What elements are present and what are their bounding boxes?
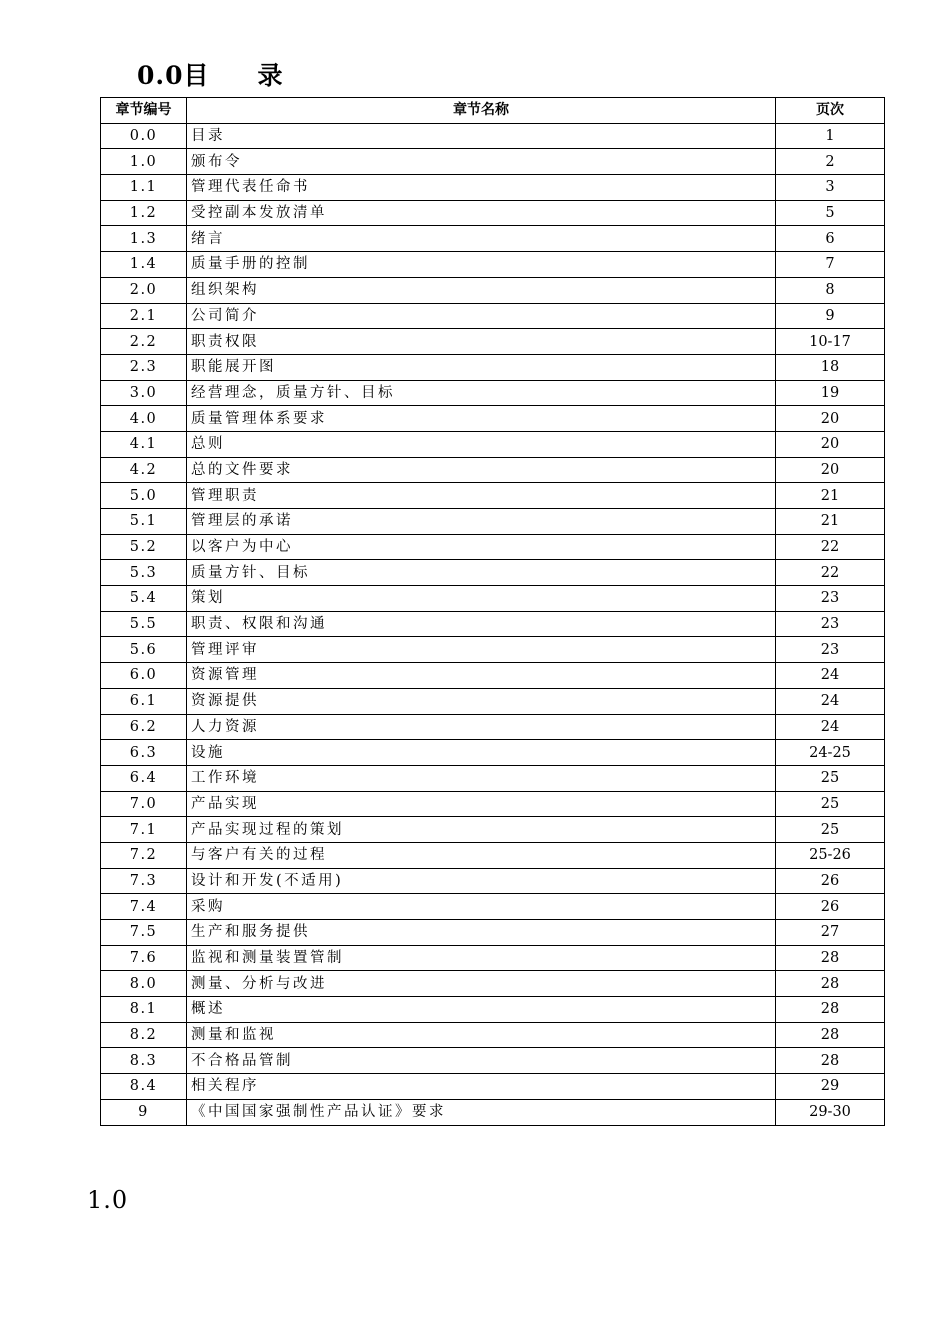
table-row: [101, 971, 885, 997]
toc-table: [100, 97, 885, 1126]
table-row: [101, 380, 885, 406]
table-row: [101, 1022, 885, 1048]
section-heading: 1.0: [87, 1186, 129, 1214]
page-number-cell: 1: [776, 123, 885, 149]
table-row: [101, 714, 885, 740]
chapter-name-cell: 监视和测量装置管制: [187, 945, 776, 971]
header-page: 页次: [776, 98, 885, 124]
chapter-number-cell: 8.3: [101, 1048, 187, 1074]
page-number-cell: 25: [776, 765, 885, 791]
chapter-number-cell: 1.4: [101, 252, 187, 278]
table-row: [101, 611, 885, 637]
page-number-cell: 8: [776, 277, 885, 303]
chapter-number-cell: 5.2: [101, 534, 187, 560]
page-number-cell: 22: [776, 534, 885, 560]
page-number-cell: 7: [776, 252, 885, 278]
chapter-name-cell: 设施: [187, 740, 776, 766]
page-number-cell: 25: [776, 817, 885, 843]
chapter-name-cell: 资源管理: [187, 663, 776, 689]
table-row: [101, 817, 885, 843]
title-number: 0.0: [137, 61, 184, 90]
chapter-number-cell: 2.2: [101, 329, 187, 355]
page-number-cell: 22: [776, 560, 885, 586]
page-number-cell: 28: [776, 1048, 885, 1074]
header-chapter-number: 章节编号: [101, 98, 187, 124]
chapter-number-cell: 6.1: [101, 688, 187, 714]
table-row: [101, 406, 885, 432]
table-row: [101, 791, 885, 817]
chapter-name-cell: 总则: [187, 431, 776, 457]
chapter-number-cell: 1.3: [101, 226, 187, 252]
table-row: [101, 1048, 885, 1074]
page-number-cell: 21: [776, 509, 885, 535]
chapter-number-cell: 7.4: [101, 894, 187, 920]
page-number-cell: 28: [776, 971, 885, 997]
table-row: [101, 226, 885, 252]
chapter-name-cell: 职责、权限和沟通: [187, 611, 776, 637]
table-row: [101, 920, 885, 946]
chapter-number-cell: 1.1: [101, 175, 187, 201]
chapter-number-cell: 4.0: [101, 406, 187, 432]
chapter-number-cell: 7.5: [101, 920, 187, 946]
chapter-name-cell: 质量手册的控制: [187, 252, 776, 278]
chapter-name-cell: 质量方针、目标: [187, 560, 776, 586]
chapter-name-cell: 策划: [187, 586, 776, 612]
page-number-cell: 26: [776, 894, 885, 920]
table-row: [101, 842, 885, 868]
page-number-cell: 26: [776, 868, 885, 894]
chapter-name-cell: 不合格品管制: [187, 1048, 776, 1074]
chapter-name-cell: 管理层的承诺: [187, 509, 776, 535]
table-row: [101, 534, 885, 560]
chapter-name-cell: 总的文件要求: [187, 457, 776, 483]
page-number-cell: 24: [776, 663, 885, 689]
table-row: [101, 740, 885, 766]
chapter-number-cell: 2.3: [101, 354, 187, 380]
chapter-name-cell: 以客户为中心: [187, 534, 776, 560]
header-chapter-name: 章节名称: [187, 98, 776, 124]
table-row: [101, 483, 885, 509]
page-number-cell: 23: [776, 637, 885, 663]
chapter-name-cell: 绪言: [187, 226, 776, 252]
table-row: [101, 509, 885, 535]
chapter-name-cell: 职责权限: [187, 329, 776, 355]
chapter-number-cell: 6.4: [101, 765, 187, 791]
page-number-cell: 28: [776, 945, 885, 971]
chapter-name-cell: 管理代表任命书: [187, 175, 776, 201]
page-number-cell: 21: [776, 483, 885, 509]
page-number-cell: 29-30: [776, 1099, 885, 1125]
chapter-number-cell: 4.2: [101, 457, 187, 483]
page-number-cell: 23: [776, 586, 885, 612]
page-number-cell: 6: [776, 226, 885, 252]
table-row: [101, 997, 885, 1023]
toc-header-row: [101, 98, 885, 124]
table-row: [101, 431, 885, 457]
table-row: [101, 329, 885, 355]
chapter-name-cell: 资源提供: [187, 688, 776, 714]
chapter-number-cell: 9: [101, 1099, 187, 1125]
table-row: [101, 586, 885, 612]
chapter-number-cell: 8.4: [101, 1074, 187, 1100]
chapter-number-cell: 3.0: [101, 380, 187, 406]
chapter-name-cell: 与客户有关的过程: [187, 842, 776, 868]
table-row: [101, 868, 885, 894]
chapter-number-cell: 0.0: [101, 123, 187, 149]
chapter-name-cell: 《中国国家强制性产品认证》要求: [187, 1099, 776, 1125]
chapter-number-cell: 6.0: [101, 663, 187, 689]
table-row: [101, 149, 885, 175]
chapter-name-cell: 生产和服务提供: [187, 920, 776, 946]
chapter-name-cell: 经营理念，质量方针、目标: [187, 380, 776, 406]
chapter-name-cell: 概述: [187, 997, 776, 1023]
table-row: [101, 175, 885, 201]
page-number-cell: 20: [776, 406, 885, 432]
table-row: [101, 354, 885, 380]
page-number-cell: 20: [776, 431, 885, 457]
chapter-number-cell: 8.1: [101, 997, 187, 1023]
page-number-cell: 24: [776, 714, 885, 740]
chapter-number-cell: 6.3: [101, 740, 187, 766]
chapter-number-cell: 7.6: [101, 945, 187, 971]
chapter-name-cell: 管理评审: [187, 637, 776, 663]
page-number-cell: 19: [776, 380, 885, 406]
page-number-cell: 18: [776, 354, 885, 380]
chapter-name-cell: 测量、分析与改进: [187, 971, 776, 997]
chapter-number-cell: 1.0: [101, 149, 187, 175]
chapter-number-cell: 7.0: [101, 791, 187, 817]
chapter-name-cell: 人力资源: [187, 714, 776, 740]
page-number-cell: 10-17: [776, 329, 885, 355]
chapter-name-cell: 相关程序: [187, 1074, 776, 1100]
chapter-number-cell: 7.1: [101, 817, 187, 843]
chapter-number-cell: 2.0: [101, 277, 187, 303]
chapter-number-cell: 4.1: [101, 431, 187, 457]
title-text-b: 录: [257, 61, 284, 90]
chapter-number-cell: 5.5: [101, 611, 187, 637]
page-number-cell: 28: [776, 1022, 885, 1048]
chapter-number-cell: 5.1: [101, 509, 187, 535]
page-number-cell: 25-26: [776, 842, 885, 868]
table-row: [101, 277, 885, 303]
title-text-a: 目: [183, 61, 210, 90]
chapter-name-cell: 受控副本发放清单: [187, 200, 776, 226]
chapter-number-cell: 8.2: [101, 1022, 187, 1048]
table-row: [101, 637, 885, 663]
page-number-cell: 20: [776, 457, 885, 483]
page-number-cell: 29: [776, 1074, 885, 1100]
page-number-cell: 23: [776, 611, 885, 637]
table-row: [101, 252, 885, 278]
table-row: [101, 200, 885, 226]
page-number-cell: 9: [776, 303, 885, 329]
chapter-number-cell: 5.4: [101, 586, 187, 612]
chapter-name-cell: 产品实现: [187, 791, 776, 817]
chapter-name-cell: 设计和开发(不适用): [187, 868, 776, 894]
chapter-name-cell: 公司简介: [187, 303, 776, 329]
chapter-number-cell: 8.0: [101, 971, 187, 997]
chapter-name-cell: 管理职责: [187, 483, 776, 509]
table-row: [101, 303, 885, 329]
page-number-cell: 5: [776, 200, 885, 226]
chapter-name-cell: 工作环境: [187, 765, 776, 791]
chapter-number-cell: 5.6: [101, 637, 187, 663]
page-number-cell: 24-25: [776, 740, 885, 766]
chapter-number-cell: 7.2: [101, 842, 187, 868]
page-number-cell: 3: [776, 175, 885, 201]
table-row: [101, 1074, 885, 1100]
table-row: [101, 663, 885, 689]
chapter-number-cell: 1.2: [101, 200, 187, 226]
chapter-number-cell: 7.3: [101, 868, 187, 894]
toc-body: [101, 123, 885, 1125]
table-row: [101, 945, 885, 971]
chapter-name-cell: 职能展开图: [187, 354, 776, 380]
page-number-cell: 27: [776, 920, 885, 946]
table-row: [101, 123, 885, 149]
chapter-name-cell: 质量管理体系要求: [187, 406, 776, 432]
chapter-name-cell: 组织架构: [187, 277, 776, 303]
table-row: [101, 1099, 885, 1125]
table-row: [101, 560, 885, 586]
table-row: [101, 688, 885, 714]
page-number-cell: 24: [776, 688, 885, 714]
chapter-number-cell: 5.3: [101, 560, 187, 586]
page-number-cell: 28: [776, 997, 885, 1023]
chapter-name-cell: 颁布令: [187, 149, 776, 175]
table-row: [101, 765, 885, 791]
chapter-number-cell: 6.2: [101, 714, 187, 740]
chapter-number-cell: 2.1: [101, 303, 187, 329]
page-number-cell: 25: [776, 791, 885, 817]
table-row: [101, 894, 885, 920]
chapter-name-cell: 产品实现过程的策划: [187, 817, 776, 843]
table-row: [101, 457, 885, 483]
page-number-cell: 2: [776, 149, 885, 175]
page-title: [137, 56, 284, 92]
chapter-name-cell: 采购: [187, 894, 776, 920]
chapter-name-cell: 目录: [187, 123, 776, 149]
chapter-number-cell: 5.0: [101, 483, 187, 509]
chapter-name-cell: 测量和监视: [187, 1022, 776, 1048]
